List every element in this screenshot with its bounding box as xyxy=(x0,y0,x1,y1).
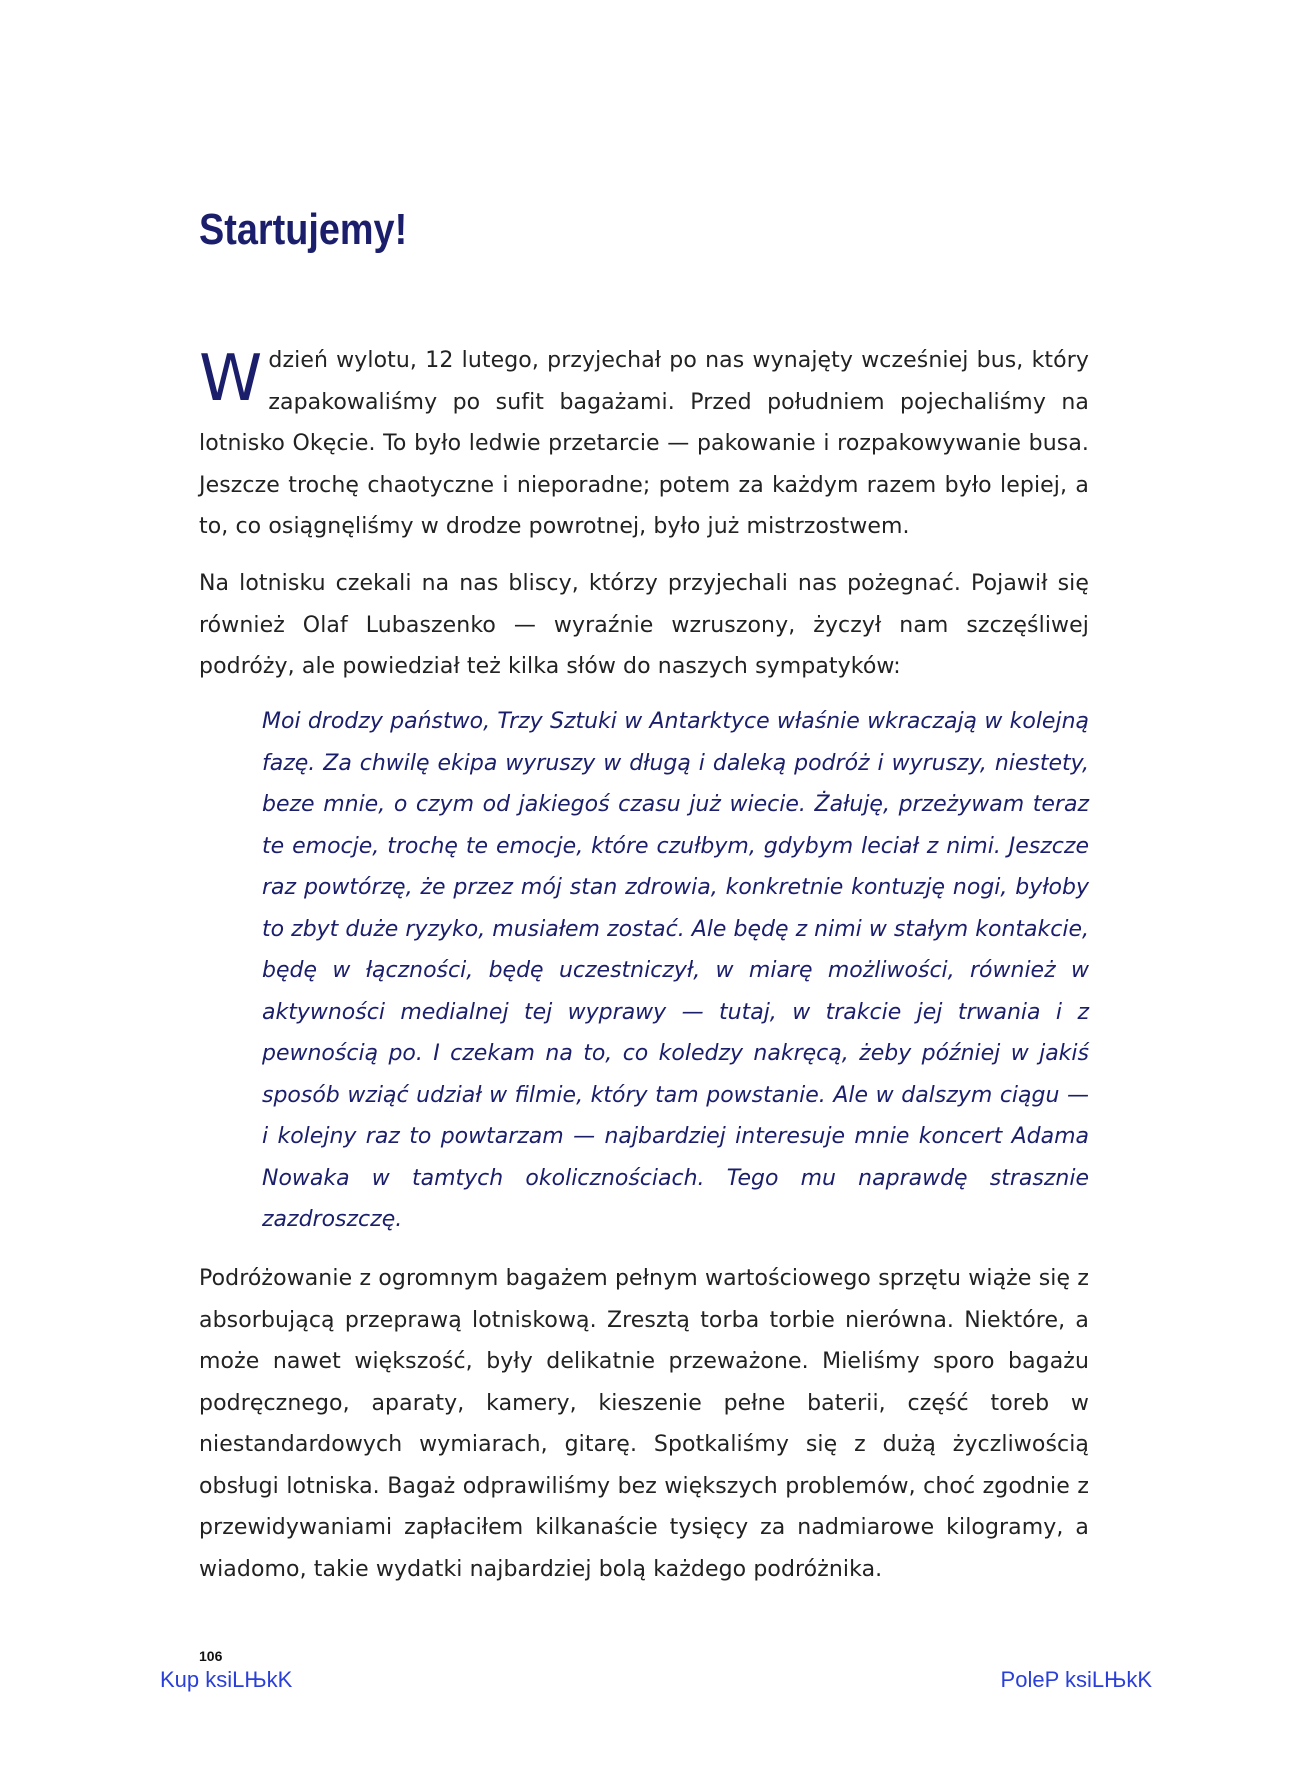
paragraph-intro-text: dzień wylotu, 12 lutego, przyjechał po nas wynajęty wcześniej bus, który zapakowaliśmy po sufit bagażami. Przed południem pojechaliśmy na lotnisko Okęcie. To było ledwie przetarcie — pakowanie i rozpakowywanie busa. Jeszcze trochę chaotyczne i nieporadne; potem za każdym razem było lepiej, a to, co osiągnęliśmy w drodze powrotnej, było już mistrzostwem. xyxy=(199,348,1089,539)
paragraph-airport: Na lotnisku czekali na nas bliscy, którzy przyjechali nas pożegnać. Pojawił się również Olaf Lubaszenko — wyraźnie wzruszony, życzył nam szczęśliwej podróży, ale powiedział też kilka słów do naszych sympatyków: xyxy=(199,571,1089,679)
recommend-book-link[interactable]: PoleP ksiLЊkK xyxy=(1000,1667,1152,1692)
block-quote: Moi drodzy państwo, Trzy Sztuki w Antarktyce właśnie wkraczają w kolejną fazę. Za chwilę ekipa wyruszy w długą i daleką podróż i wyruszy, niestety, beze mnie, o czym od jakiegoś czasu już wiecie. Żałuję, przeżywam teraz te emocje, trochę te emocje, które czułbym, gdybym leciał z nimi. Jeszcze raz powtórzę, że przez mój stan zdrowia, konkretnie kontuzję nogi, byłoby to zbyt duże ryzyko, musiałem zostać. Ale będę z nimi w stałym kontakcie, będę w łączności, będę uczestniczył, w miarę możliwości, również w aktywności medialnej tej wyprawy — tutaj, w trakcie jej trwania i z pewnością po. I czekam na to, co koledzy nakręcą, żeby później w jakiś sposób wziąć udział w filmie, który tam powstanie. Ale w dalszym ciągu — i kolejny raz to powtarzam — najbardziej interesuje mnie koncert Adama Nowaka w tamtych okolicznościach. Tego mu naprawdę strasznie zazdroszczę. xyxy=(262,709,1089,1232)
chapter-title: Startujemy! xyxy=(199,205,408,254)
page-number: 106 xyxy=(199,1648,223,1664)
paragraph-luggage: Podróżowanie z ogromnym bagażem pełnym wartościowego sprzętu wiąże się z absorbującą przeprawą lotniskową. Zresztą torba torbie nierówna. Niektóre, a może nawet większość, były delikatnie przeważone. Mieliśmy sporo bagażu podręcznego, aparaty, kamery, kieszenie pełne baterii, część toreb w niestandardowych wymiarach, gitarę. Spotkaliśmy się z dużą życzliwością obsługi lotniska. Bagaż odprawiliśmy bez większych problemów, choć zgodnie z przewidywaniami zapłaciłem kilkanaście tysięcy za nadmiarowe kilogramy, a wiadomo, takie wydatki najbardziej bolą każdego podróżnika. xyxy=(199,1266,1089,1582)
paragraph-intro xyxy=(199,340,1089,548)
drop-cap: W xyxy=(199,342,263,416)
buy-book-link[interactable]: Kup ksiLЊkK xyxy=(160,1667,293,1692)
